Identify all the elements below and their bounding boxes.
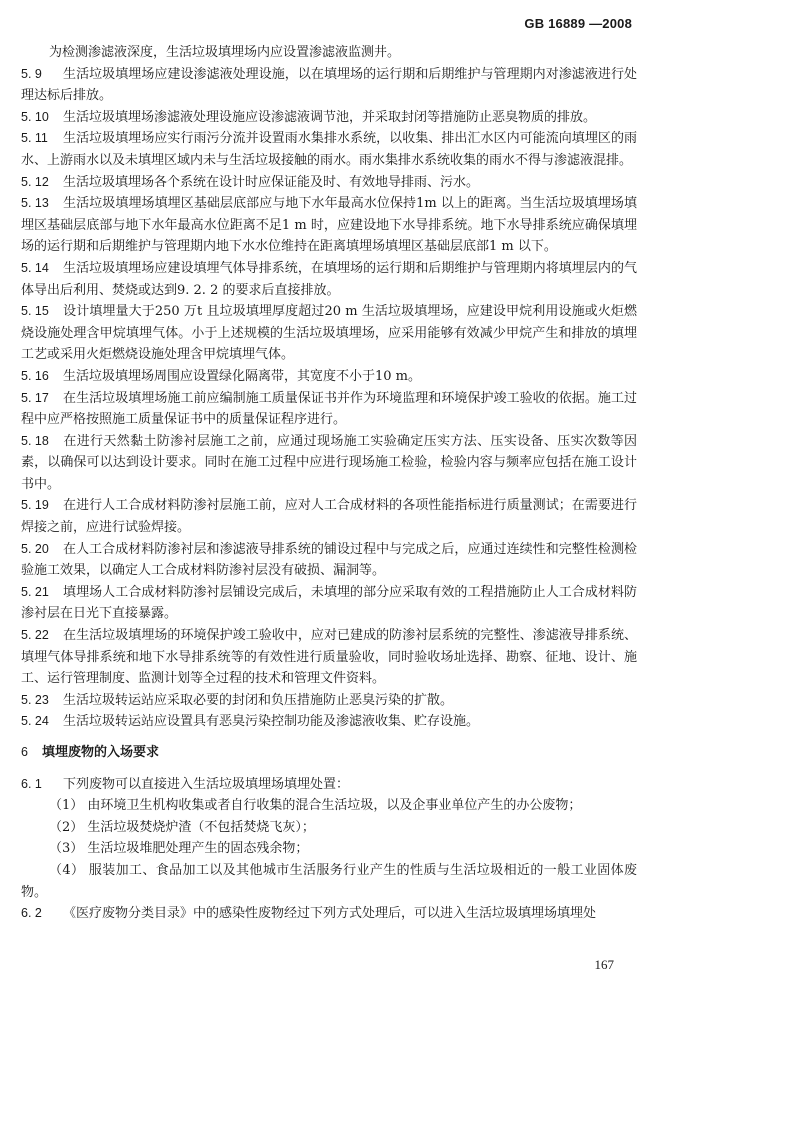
clause-number: 5. 17 — [21, 390, 49, 405]
clause-number: 5. 21 — [21, 584, 49, 599]
clause-number: 5. 16 — [21, 368, 49, 383]
clause-number: 5. 24 — [21, 714, 49, 729]
list-item: （1） 由环境卫生机构收集或者自行收集的混合生活垃圾，以及企事业单位产生的办公废物； — [49, 798, 582, 814]
clause-5-22 — [21, 625, 637, 690]
clause-number: 5. 19 — [21, 498, 49, 513]
clause-number: 5. 9 — [21, 66, 42, 81]
clause-5-16 — [21, 366, 637, 388]
clause-number: 5. 22 — [21, 628, 49, 643]
clause-text: 生活垃圾填埋场应建设填埋气体导排系统，在填埋场的运行期和后期维护与管理期内将填埋层内的气体导出后利用、焚烧或达到9. 2. 2 的要求后直接排放。 — [21, 260, 637, 298]
clause-5-12 — [21, 172, 637, 194]
clause-5-14 — [21, 258, 637, 301]
clause-5-19 — [21, 495, 637, 538]
clause-number: 6. 1 — [21, 776, 42, 791]
clause-text: 生活垃圾转运站应采取必要的封闭和负压措施防止恶臭污染的扩散。 — [63, 692, 454, 708]
clause-text: 填埋场人工合成材料防渗衬层铺设完成后，未填埋的部分应采取有效的工程措施防止人工合成材料防渗衬层在日光下直接暴露。 — [21, 584, 637, 622]
clause-5-15 — [21, 301, 637, 366]
clause-text: 设计填埋量大于250 万t 且垃圾填埋厚度超过20 m 生活垃圾填埋场，应建设甲烷利用设施或火炬燃烧设施处理含甲烷填埋气体。小于上述规模的生活垃圾填埋场，应采用能够有效减少甲烷产生和排放的填埋工艺或采用火炬燃烧设施处理含甲烷填埋气体。 — [21, 304, 637, 363]
clause-5-9 — [21, 64, 637, 107]
standard-number: GB 16889 —2008 — [524, 16, 632, 31]
clause-text: 《医疗废物分类目录》中的感染性废物经过下列方式处理后，可以进入生活垃圾填埋场填埋处 — [63, 906, 597, 922]
clause-number: 5. 11 — [21, 131, 48, 146]
clause-text: 生活垃圾转运站应设置具有恶臭污染控制功能及渗滤液收集、贮存设施。 — [63, 714, 480, 730]
clause-5-20 — [21, 539, 637, 582]
clause-number: 5. 12 — [21, 174, 49, 189]
clause-text: 在生活垃圾填埋场的环境保护竣工验收中，应对已建成的防渗衬层系统的完整性、渗滤液导排系统、填埋气体导排系统和地下水导排系统等的有效性进行质量验收，同时验收场址选择、勘察、征地、设计、施工、运行管理制度、监测计划等全过程的技术和管理文件资料。 — [21, 628, 637, 687]
clause-5-24 — [21, 711, 637, 733]
clause-text: 下列废物可以直接进入生活垃圾填埋场填埋处置： — [63, 776, 350, 792]
clause-5-11 — [21, 128, 637, 171]
clause-text: 在人工合成材料防渗衬层和渗滤液导排系统的铺设过程中与完成之后，应通过连续性和完整性检测检验施工效果，以确定人工合成材料防渗衬层没有破损、漏洞等。 — [21, 541, 637, 579]
clause-5-13 — [21, 193, 637, 258]
clause-number: 5. 20 — [21, 541, 49, 556]
clause-text: 生活垃圾填埋场渗滤液处理设施应设渗滤液调节池，并采取封闭等措施防止恶臭物质的排放。 — [63, 109, 597, 125]
clause-number: 6. 2 — [21, 906, 42, 921]
clause-5-21 — [21, 582, 637, 625]
clause-6-1 — [21, 774, 637, 796]
clause-text: 在进行人工合成材料防渗衬层施工前，应对人工合成材料的各项性能指标进行质量测试；在需要进行焊接之前，应进行试验焊接。 — [21, 498, 637, 536]
intro-paragraph: 为检测渗滤液深度，生活垃圾填埋场内应设置渗滤液监测井。 — [49, 45, 401, 60]
clause-number: 5. 15 — [21, 304, 49, 319]
clause-5-10 — [21, 107, 637, 129]
clause-5-23 — [21, 690, 637, 712]
page-number: 167 — [594, 957, 614, 972]
clause-6-2 — [21, 903, 637, 925]
clause-number: 5. 18 — [21, 433, 49, 448]
clause-number: 5. 14 — [21, 260, 49, 275]
clause-text: 生活垃圾填埋场填埋区基础层底部应与地下水年最高水位保持1m 以上的距离。当生活垃圾填埋场填埋区基础层底部与地下水年最高水位距离不足1 m 时，应建设地下水导排系统。地下水导排系统应确保填埋场的运行期和后期维护与管理期内地下水水位维持在距离填埋场填埋区基础层底部1 m 以下。 — [21, 196, 637, 255]
clause-number: 5. 13 — [21, 196, 49, 211]
clause-text: 在生活垃圾填埋场施工前应编制施工质量保证书并作为环境监理和环境保护竣工验收的依据。施工过程中应严格按照施工质量保证书中的质量保证程序进行。 — [21, 390, 637, 428]
clause-text: 在进行天然黏土防渗衬层施工之前，应通过现场施工实验确定压实方法、压实设备、压实次数等因素，以确保可以达到设计要求。同时在施工过程中应进行现场施工检验，检验内容与频率应包括在施工设计书中。 — [21, 433, 637, 492]
clause-5-18 — [21, 431, 637, 496]
clause-text: 生活垃圾填埋场周围应设置绿化隔离带，其宽度不小于10 m。 — [63, 368, 422, 384]
clause-5-17 — [21, 388, 637, 431]
clause-number: 5. 10 — [21, 109, 49, 124]
document-body — [21, 42, 637, 925]
section-number: 6 — [21, 745, 28, 759]
section-title: 填埋废物的入场要求 — [42, 745, 160, 760]
list-item: （4） 服装加工、食品加工以及其他城市生活服务行业产生的性质与生活垃圾相近的一般工业固体废物。 — [21, 862, 637, 900]
clause-text: 生活垃圾填埋场应实行雨污分流并设置雨水集排水系统，以收集、排出汇水区内可能流向填埋区的雨水、上游雨水以及未填埋区域内未与生活垃圾接触的雨水。雨水集排水系统收集的雨水不得与渗滤液混排。 — [21, 131, 637, 168]
list-item: （3） 生活垃圾堆肥处理产生的固态残余物； — [49, 841, 309, 857]
clause-text: 生活垃圾填埋场应建设渗滤液处理设施，以在填埋场的运行期和后期维护与管理期内对渗滤液进行处理达标后排放。 — [21, 66, 637, 104]
list-item: （2） 生活垃圾焚烧炉渣（不包括焚烧飞灰）； — [49, 819, 315, 835]
clause-number: 5. 23 — [21, 692, 49, 707]
section-6-heading — [21, 742, 637, 764]
clause-text: 生活垃圾填埋场各个系统在设计时应保证能及时、有效地导排雨、污水。 — [63, 174, 480, 190]
